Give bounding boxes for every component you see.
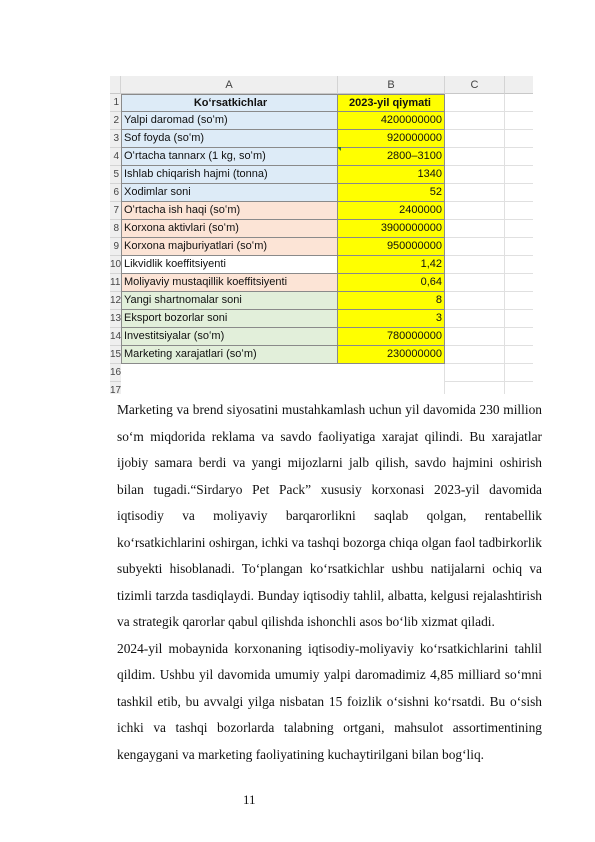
row-header[interactable]: 2 (110, 112, 121, 130)
value-cell[interactable]: 2800–3100 (338, 148, 445, 166)
row-header[interactable]: 8 (110, 220, 121, 238)
value-cell[interactable]: 920000000 (338, 130, 445, 148)
select-all-corner[interactable] (110, 76, 121, 94)
indicator-cell[interactable]: Xodimlar soni (121, 184, 338, 202)
row-header[interactable]: 10 (110, 256, 121, 274)
empty-cell[interactable] (505, 130, 533, 148)
column-header-b[interactable]: B (338, 76, 445, 94)
empty-cell[interactable] (445, 94, 505, 112)
cell-comment-marker (337, 147, 341, 151)
indicator-cell[interactable]: Likvidlik koeffitsiyenti (121, 256, 338, 274)
value-cell[interactable]: 0,64 (338, 274, 445, 292)
empty-cell[interactable] (445, 292, 505, 310)
empty-cell[interactable] (505, 166, 533, 184)
value-cell[interactable]: 1,42 (338, 256, 445, 274)
empty-cell[interactable] (445, 202, 505, 220)
empty-cell[interactable] (445, 130, 505, 148)
column-header-d[interactable] (505, 76, 533, 94)
row-header[interactable]: 15 (110, 346, 121, 364)
empty-cell[interactable] (338, 382, 445, 394)
empty-cell[interactable] (445, 364, 505, 382)
empty-cell[interactable] (505, 148, 533, 166)
empty-cell[interactable] (338, 364, 445, 382)
value-cell[interactable]: 4200000000 (338, 112, 445, 130)
empty-cell[interactable] (445, 238, 505, 256)
empty-cell[interactable] (445, 184, 505, 202)
value-cell[interactable]: 1340 (338, 166, 445, 184)
row-header[interactable]: 1 (110, 94, 121, 112)
empty-cell[interactable] (505, 364, 533, 382)
empty-cell[interactable] (505, 238, 533, 256)
empty-cell[interactable] (445, 166, 505, 184)
row-header[interactable]: 3 (110, 130, 121, 148)
value-cell[interactable]: 230000000 (338, 346, 445, 364)
empty-cell[interactable] (121, 382, 338, 394)
empty-cell[interactable] (445, 112, 505, 130)
value-cell[interactable]: 52 (338, 184, 445, 202)
row-header[interactable]: 5 (110, 166, 121, 184)
indicator-cell[interactable]: Yalpi daromad (soʻm) (121, 112, 338, 130)
empty-cell[interactable] (505, 292, 533, 310)
empty-cell[interactable] (445, 220, 505, 238)
row-header[interactable]: 17 (110, 382, 121, 394)
value-cell[interactable]: 3900000000 (338, 220, 445, 238)
empty-cell[interactable] (445, 310, 505, 328)
indicator-cell[interactable]: Oʻrtacha tannarx (1 kg, soʻm) (121, 148, 338, 166)
indicator-cell[interactable]: Sof foyda (soʻm) (121, 130, 338, 148)
empty-cell[interactable] (505, 310, 533, 328)
indicator-cell[interactable]: Moliyaviy mustaqillik koeffitsiyenti (121, 274, 338, 292)
value-cell[interactable]: 950000000 (338, 238, 445, 256)
column-header-c[interactable]: C (445, 76, 505, 94)
value-cell[interactable]: 2400000 (338, 202, 445, 220)
indicator-cell[interactable]: Yangi shartnomalar soni (121, 292, 338, 310)
body-text (117, 397, 542, 768)
paragraph: 2024-yil mobaynida korxonaning iqtisodiy-moliyaviy koʻrsatkichlarini tahlil qildim. Ushbu yil davomida umumiy yalpi daromadimiz 4,85 milliard soʻmni tashkil etib, bu avvalgi yilga nisbatan 15 foizlik oʻsishni koʻrsatdi. Bu oʻsish ichki va tashqi bozorlarda talabning ortgani, mahsulot assortimentining kengaygani va marketing faoliyatining kuchaytirilgani bilan bogʻliq. (117, 640, 542, 762)
header-cell-indicators[interactable]: Koʻrsatkichlar (121, 94, 338, 112)
empty-cell[interactable] (445, 328, 505, 346)
indicator-cell[interactable]: Eksport bozorlar soni (121, 310, 338, 328)
row-header[interactable]: 14 (110, 328, 121, 346)
empty-cell[interactable] (505, 256, 533, 274)
row-header[interactable]: 9 (110, 238, 121, 256)
value-cell[interactable]: 8 (338, 292, 445, 310)
empty-cell[interactable] (505, 274, 533, 292)
empty-cell[interactable] (505, 112, 533, 130)
row-header[interactable]: 13 (110, 310, 121, 328)
empty-cell[interactable] (121, 364, 338, 382)
header-cell-value[interactable]: 2023-yil qiymati (338, 94, 445, 112)
empty-cell[interactable] (505, 184, 533, 202)
row-header[interactable]: 4 (110, 148, 121, 166)
indicator-cell[interactable]: Korxona aktivlari (soʻm) (121, 220, 338, 238)
value-cell[interactable]: 780000000 (338, 328, 445, 346)
indicator-cell[interactable]: Marketing xarajatlari (soʻm) (121, 346, 338, 364)
indicator-cell[interactable]: Korxona majburiyatlari (soʻm) (121, 238, 338, 256)
empty-cell[interactable] (505, 382, 533, 394)
empty-cell[interactable] (445, 382, 505, 394)
empty-cell[interactable] (445, 274, 505, 292)
page-number: 11 (243, 792, 256, 807)
empty-cell[interactable] (505, 94, 533, 112)
row-header[interactable]: 7 (110, 202, 121, 220)
value-cell[interactable]: 3 (338, 310, 445, 328)
indicator-cell[interactable]: Ishlab chiqarish hajmi (tonna) (121, 166, 338, 184)
row-header[interactable]: 6 (110, 184, 121, 202)
empty-cell[interactable] (445, 346, 505, 364)
row-header[interactable]: 11 (110, 274, 121, 292)
spreadsheet (110, 76, 533, 394)
column-header-a[interactable]: A (121, 76, 338, 94)
indicator-cell[interactable]: Investitsiyalar (soʻm) (121, 328, 338, 346)
paragraph: Marketing va brend siyosatini mustahkamlash uchun yil davomida 230 million soʻm miqdorida reklama va savdo faoliyatiga xarajat qilindi. Bu xarajatlar ijobiy samara berdi va yangi mijozlarni jalb qilish, savdo hajmini oshirish bilan tugadi.“Sirdaryo Pet Pack” xususiy korxonasi 2023-yil davomida iqtisodiy va moliyaviy barqarorlikni saqlab qolgan, rentabellik koʻrsatkichlarini oshirgan, ichki va tashqi bozorga chiqa olgan faol tadbirkorlik subyekti hisoblanadi. Toʻplangan koʻrsatkichlar ushbu natijalarni ochiq va tizimli tarzda tasdiqlaydi. Bunday iqtisodiy tahlil, albatta, kelgusi rejalashtirish va strategik qarorlar qabul qilishda ishonchli asos boʻlib xizmat qiladi. (117, 402, 542, 629)
empty-cell[interactable] (505, 202, 533, 220)
empty-cell[interactable] (505, 346, 533, 364)
empty-cell[interactable] (445, 256, 505, 274)
empty-cell[interactable] (505, 220, 533, 238)
indicator-cell[interactable]: Oʻrtacha ish haqi (soʻm) (121, 202, 338, 220)
empty-cell[interactable] (445, 148, 505, 166)
empty-cell[interactable] (505, 328, 533, 346)
row-header[interactable]: 12 (110, 292, 121, 310)
row-header[interactable]: 16 (110, 364, 121, 382)
